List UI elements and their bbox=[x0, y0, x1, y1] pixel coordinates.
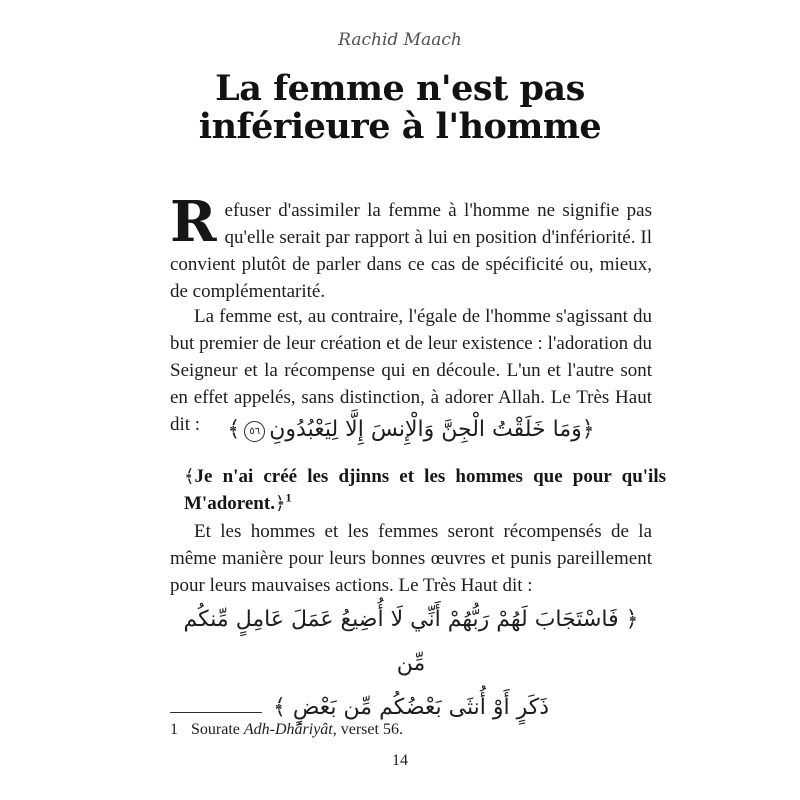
ornate-open-bracket: ﴿ bbox=[581, 417, 595, 442]
footnote-text-post: , verset 56. bbox=[332, 721, 403, 738]
quran-verse-2-arabic bbox=[170, 598, 652, 730]
footnote-rule bbox=[170, 712, 262, 713]
verse-translation bbox=[170, 463, 668, 517]
ornate-open-bracket: ﴿ bbox=[625, 607, 639, 632]
quran-verse-1-text: وَمَا خَلَقْتُ الْجِنَّ وَالْإِنسَ إِلَّا لِيَعْبُدُونِ bbox=[269, 417, 582, 442]
footnote-work-title: Adh-Dhâriyât bbox=[243, 721, 333, 738]
ornate-open-mark: ﴾ bbox=[184, 466, 195, 486]
quran-verse-2-line1-text: فَاسْتَجَابَ لَهُمْ رَبُّهُمْ أَنِّي لَا أُضِيعُ عَمَلَ عَامِلٍ مِّنكُم مِّن bbox=[183, 607, 619, 676]
paragraph-3: Et les hommes et les femmes seront récompensés de la même manière pour leurs bonnes œuvres et punis pareillement pour leurs mauvaises actions. Le Très Haut dit : bbox=[170, 521, 652, 596]
footnote-text-pre: Sourate bbox=[191, 721, 244, 738]
footnote-number: 1 bbox=[170, 721, 178, 738]
footnote-area bbox=[170, 712, 652, 740]
footnote-reference: 1 bbox=[285, 490, 292, 505]
running-head-author: Rachid Maach bbox=[338, 30, 462, 50]
ornate-close-mark: ﴿ bbox=[274, 493, 286, 513]
verse-translation-text: Je n'ai créé les djinns et les hommes que pour qu'ils M'adorent. bbox=[184, 466, 666, 514]
ornate-close-bracket: ﴾ bbox=[227, 417, 241, 442]
quran-verse-2-line1 bbox=[170, 598, 652, 686]
ayah-number-badge: ٥٦ bbox=[244, 421, 265, 442]
quran-verse-2-line2-text: ذَكَرٍ أَوْ أُنثَى بَعْضُكُم مِّن بَعْضٍ bbox=[292, 695, 550, 720]
quran-verse-1-arabic bbox=[170, 408, 652, 452]
chapter-title-line1: La femme n'est pas bbox=[215, 68, 585, 109]
paragraph-1-text: efuser d'assimiler la femme à l'homme ne signifie pas qu'elle serait par rapport à lui en position d'infériorité. Il convient plutôt de parler dans ce cas de spécificité ou, mieux, de complémentarité. bbox=[170, 200, 652, 302]
paragraph-1 bbox=[170, 189, 652, 305]
chapter-title bbox=[0, 70, 800, 146]
paragraph-2: La femme est, au contraire, l'égale de l'homme s'agissant du but premier de leur création et de leur existence : l'adoration du Seigneur et la récompense qui en découle. L'un et l'autre sont en effet appelés, sans distinction, à adorer Allah. Le Très Haut dit : bbox=[170, 306, 652, 435]
ornate-close-bracket: ﴾ bbox=[272, 695, 286, 720]
page-number: 14 bbox=[392, 752, 408, 769]
drop-cap-letter: R bbox=[170, 189, 217, 255]
chapter-title-line2: inférieure à l'homme bbox=[198, 106, 602, 147]
footnote-entry bbox=[170, 720, 652, 740]
